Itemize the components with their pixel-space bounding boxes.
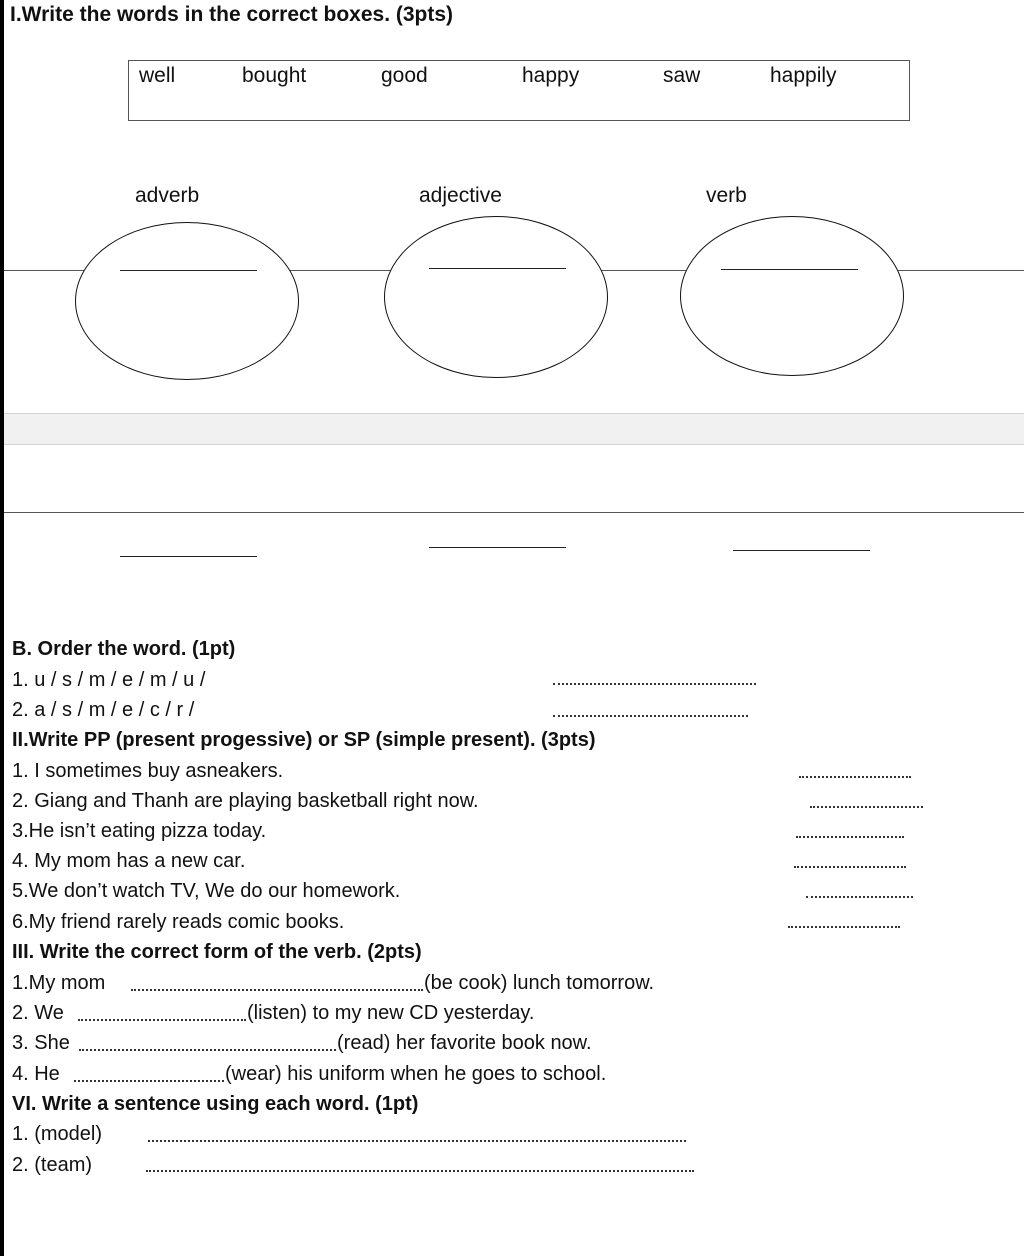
word-good: good xyxy=(381,64,428,87)
sentence-item-2: 2. (team) xyxy=(12,1154,93,1176)
verb-item-2-prefix: 2. We xyxy=(12,1002,64,1024)
verb-item-1-prefix: 1.My mom xyxy=(12,972,106,994)
section-b-title: B. Order the word. (1pt) xyxy=(12,638,236,660)
pp-sp-answer-1[interactable] xyxy=(799,776,911,778)
pp-sp-answer-4[interactable] xyxy=(794,866,906,868)
pp-sp-answer-2[interactable] xyxy=(810,806,923,808)
adverb-answer-line[interactable] xyxy=(120,270,257,271)
sentence-answer-2[interactable] xyxy=(146,1170,694,1172)
order-item-1: 1. u / s / m / e / m / u / xyxy=(12,669,206,691)
pp-sp-item-4: 4. My mom has a new car. xyxy=(12,850,246,872)
order-answer-1[interactable] xyxy=(553,683,756,685)
sentence-answer-1[interactable] xyxy=(148,1140,686,1142)
pp-sp-answer-3[interactable] xyxy=(796,836,904,838)
pp-sp-item-5: 5.We don’t watch TV, We do our homework. xyxy=(12,880,401,902)
order-item-2: 2. a / s / m / e / c / r / xyxy=(12,699,195,721)
section-2-title: II.Write PP (present progessive) or SP (simple present). (3pts) xyxy=(12,729,596,751)
sentence-item-1: 1. (model) xyxy=(12,1123,103,1145)
word-happy: happy xyxy=(522,64,580,87)
extra-line-3 xyxy=(733,550,870,551)
word-saw: saw xyxy=(663,64,701,87)
verb-item-3-suffix: (read) her favorite book now. xyxy=(337,1032,592,1054)
verb-item-1-suffix: (be cook) lunch tomorrow. xyxy=(424,972,655,994)
word-bought: bought xyxy=(242,64,307,87)
word-happily: happily xyxy=(770,64,837,87)
page-left-border xyxy=(0,0,4,1256)
verb-answer-3[interactable] xyxy=(79,1049,336,1051)
verb-item-2-suffix: (listen) to my new CD yesterday. xyxy=(247,1002,535,1024)
order-answer-2[interactable] xyxy=(553,715,748,717)
category-verb: verb xyxy=(706,184,747,207)
verb-answer-2[interactable] xyxy=(78,1019,246,1021)
verb-item-4-suffix: (wear) his uniform when he goes to school. xyxy=(225,1063,607,1085)
page-break-rule xyxy=(4,512,1024,513)
verb-oval xyxy=(680,216,904,376)
adverb-oval xyxy=(75,222,299,380)
verb-item-3-prefix: 3. She xyxy=(12,1032,70,1054)
adjective-oval xyxy=(384,216,608,378)
section-4-title: VI. Write a sentence using each word. (1pt) xyxy=(12,1093,419,1115)
word-well: well xyxy=(139,64,176,87)
pp-sp-item-2: 2. Giang and Thanh are playing basketball right now. xyxy=(12,790,479,812)
section-3-title: III. Write the correct form of the verb. (2pts) xyxy=(12,941,422,963)
verb-item-4-prefix: 4. He xyxy=(12,1063,60,1085)
pp-sp-answer-5[interactable] xyxy=(806,896,913,898)
extra-line-2 xyxy=(429,547,566,548)
verb-answer-4[interactable] xyxy=(74,1080,224,1082)
pp-sp-item-6: 6.My friend rarely reads comic books. xyxy=(12,911,345,933)
pp-sp-answer-6[interactable] xyxy=(788,926,900,928)
verb-answer-1[interactable] xyxy=(131,989,423,991)
pp-sp-item-1: 1. I sometimes buy asneakers. xyxy=(12,760,284,782)
category-adjective: adjective xyxy=(419,184,502,207)
section-1-title: I.Write the words in the correct boxes. (3pts) xyxy=(10,3,454,26)
extra-line-1 xyxy=(120,556,257,557)
verb-answer-line[interactable] xyxy=(721,269,858,270)
page-break-band xyxy=(4,413,1024,445)
adjective-answer-line[interactable] xyxy=(429,268,566,269)
pp-sp-item-3: 3.He isn’t eating pizza today. xyxy=(12,820,267,842)
category-adverb: adverb xyxy=(135,184,200,207)
